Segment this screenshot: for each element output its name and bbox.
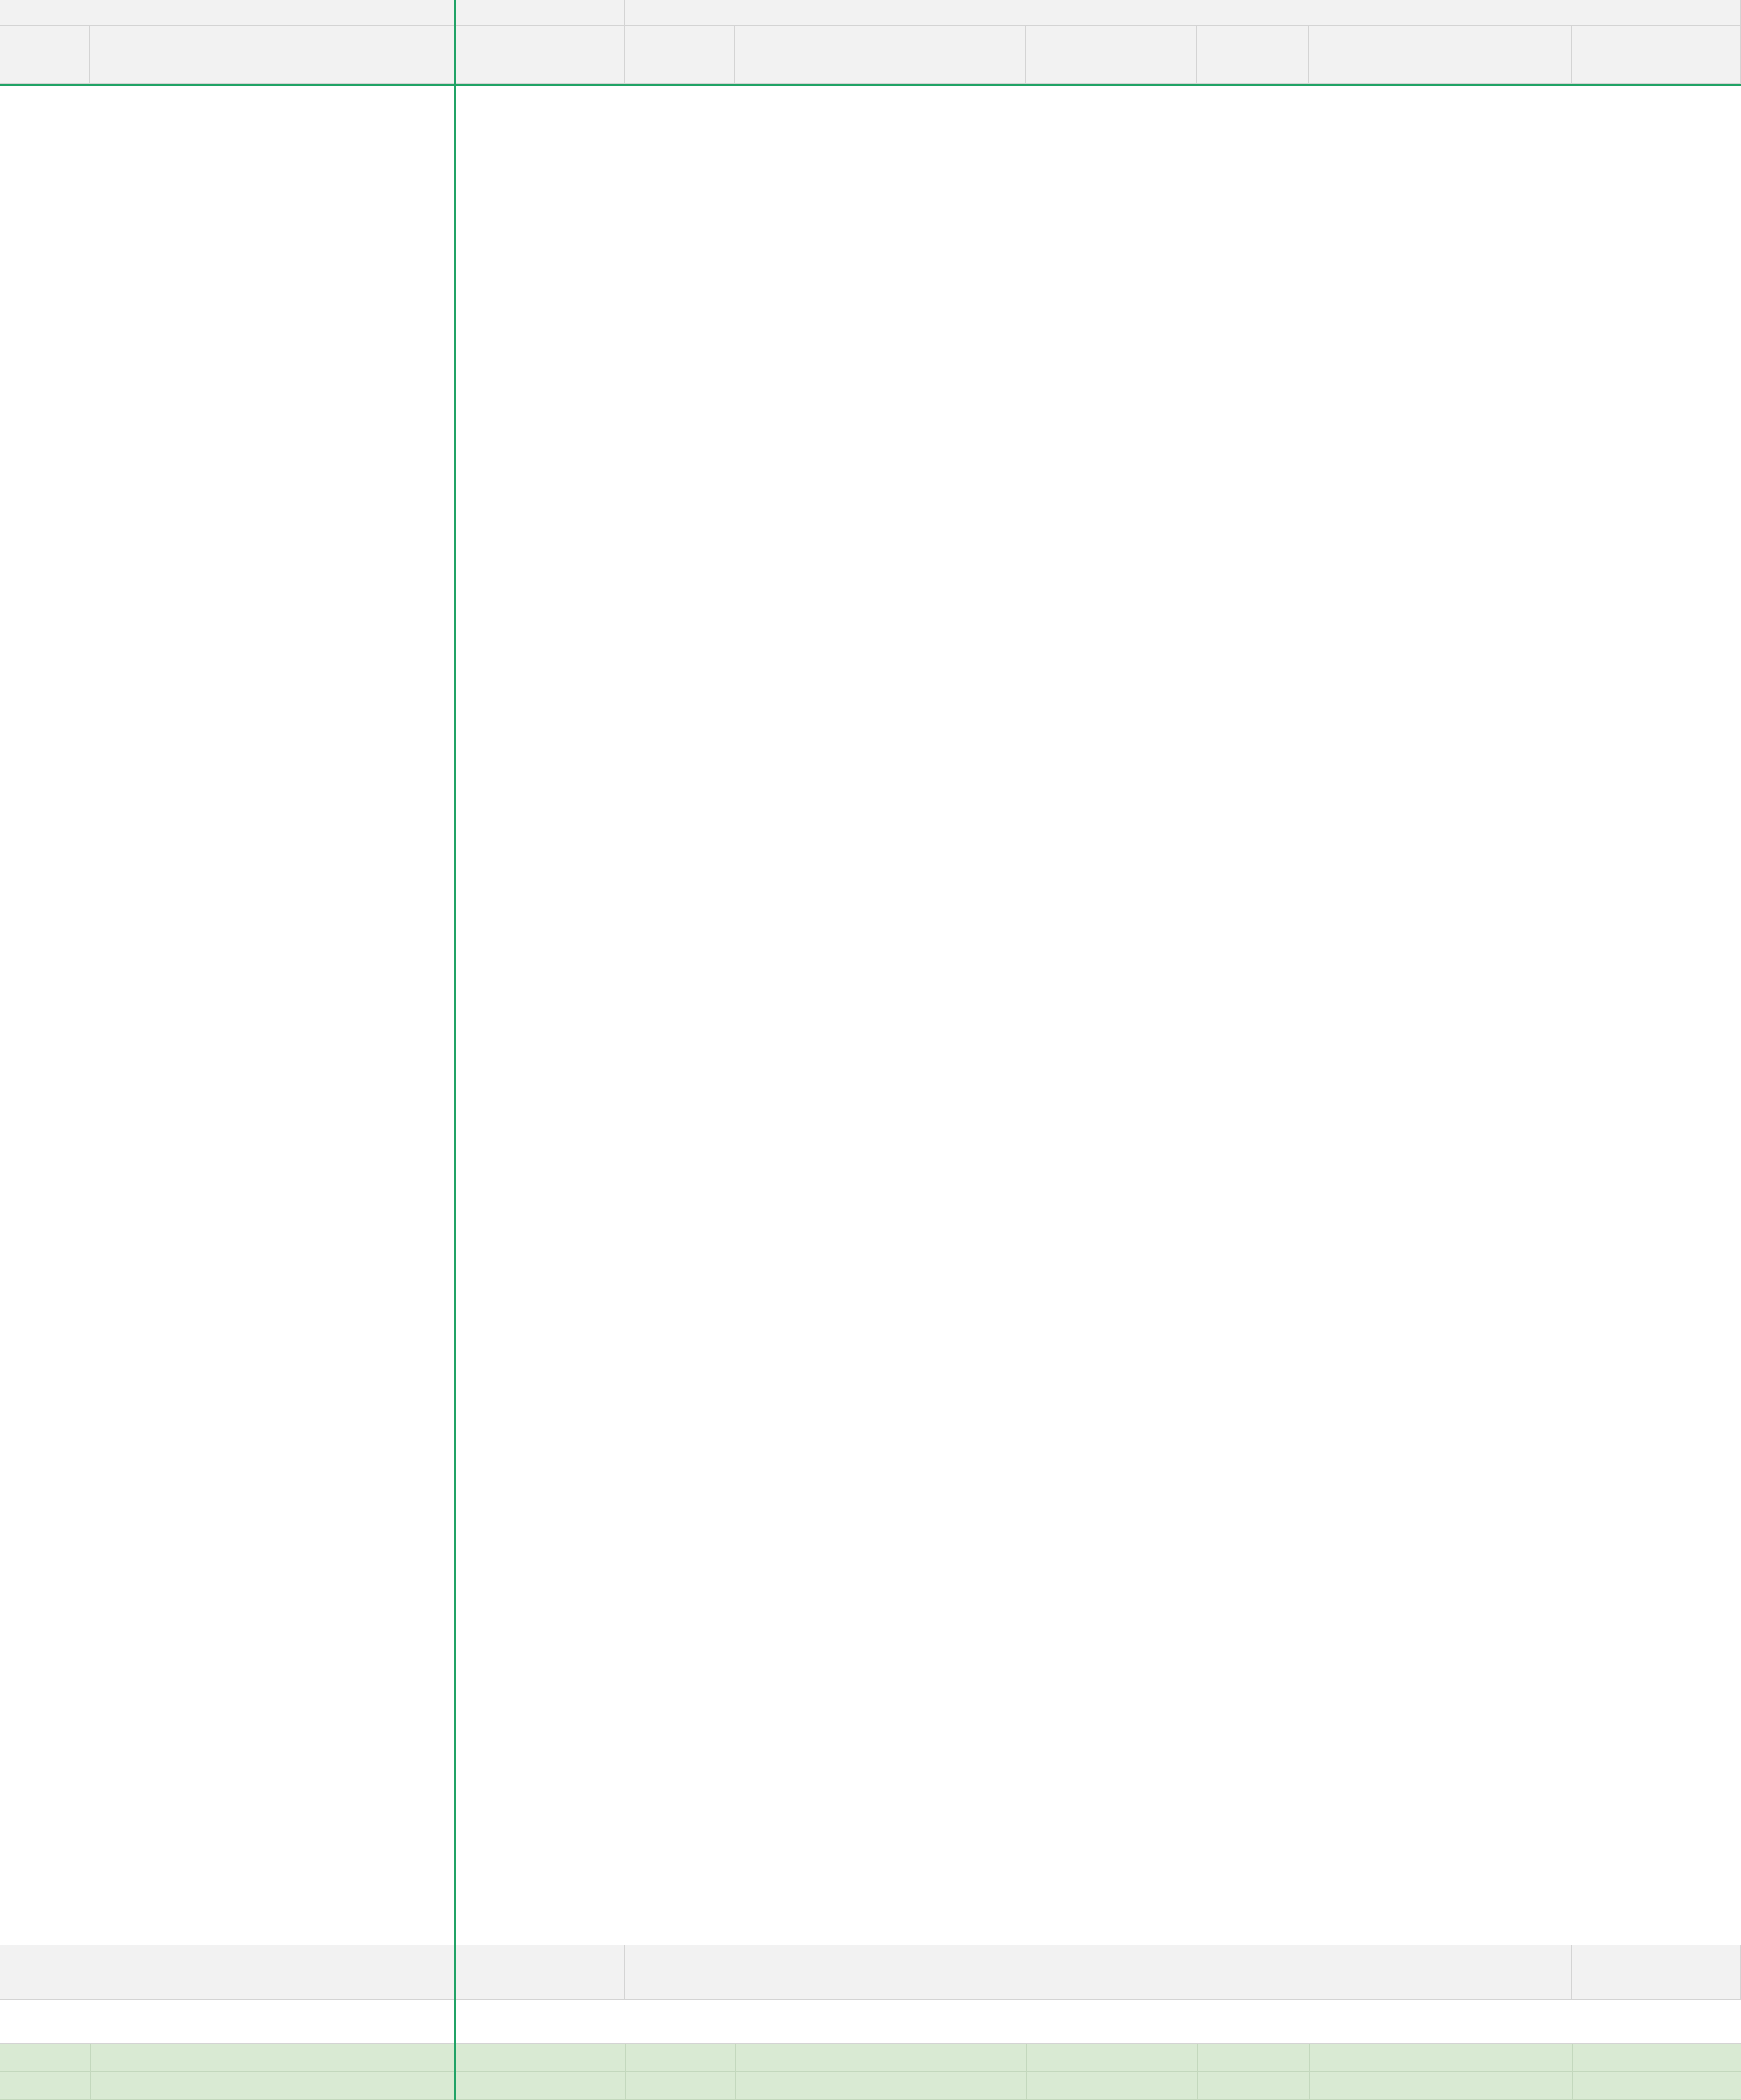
column-divider bbox=[1309, 2044, 1310, 2100]
public-total-amount[interactable] bbox=[1572, 1945, 1741, 2000]
public-total-label[interactable] bbox=[625, 1945, 1572, 2000]
column-divider bbox=[1026, 2044, 1027, 2100]
col-header-amount-1[interactable] bbox=[456, 26, 625, 84]
col-header-code-3[interactable] bbox=[1197, 26, 1309, 84]
column-divider bbox=[1572, 2044, 1573, 2100]
column-divider bbox=[625, 2044, 626, 2100]
group-header-gap[interactable] bbox=[456, 0, 625, 26]
frozen-column-line bbox=[454, 0, 456, 2100]
column-divider bbox=[90, 2044, 91, 2100]
personnel-total-amount[interactable] bbox=[456, 1945, 625, 2000]
col-header-name-2[interactable] bbox=[735, 26, 1026, 84]
column-divider bbox=[1197, 2044, 1198, 2100]
col-header-code-2[interactable] bbox=[625, 26, 735, 84]
col-header-code-1[interactable] bbox=[0, 26, 90, 84]
selected-row[interactable] bbox=[0, 2072, 1741, 2100]
group-header-public[interactable] bbox=[625, 0, 1741, 26]
col-header-amount-2[interactable] bbox=[1026, 26, 1197, 84]
column-divider bbox=[735, 2044, 736, 2100]
personnel-total-label[interactable] bbox=[0, 1945, 456, 2000]
col-header-amount-3[interactable] bbox=[1572, 26, 1741, 84]
table-footnote bbox=[0, 2000, 1741, 2044]
selected-row[interactable] bbox=[0, 2044, 1741, 2072]
group-header-personnel[interactable] bbox=[0, 0, 456, 26]
frozen-row-line bbox=[0, 84, 1741, 86]
col-header-name-3[interactable] bbox=[1309, 26, 1572, 84]
col-header-name-1[interactable] bbox=[90, 26, 456, 84]
